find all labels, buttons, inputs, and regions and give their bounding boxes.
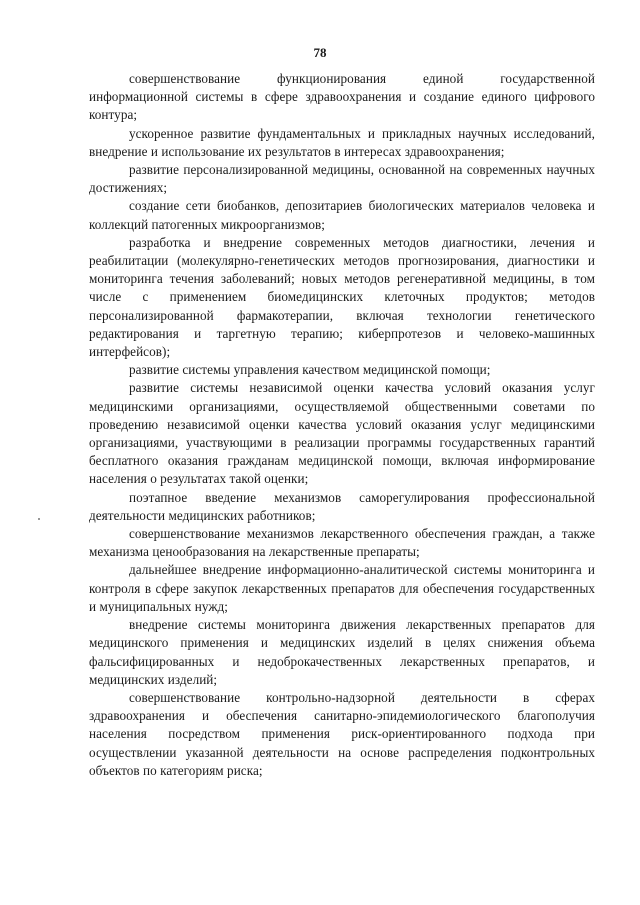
paragraph: разработка и внедрение современных методов диагностики, лечения и реабилитации (молекулярно-генетических методов прогнозирования, диагностики и мониторинга течения заболеваний; новых методов регенеративной медицины, в том числе с применением биомедицинских клеточных продуктов; методов персонализированной фармакотерапии, включая технологии генетического редактирования и таргетную терапию; киберпротезов и человеко-машинных интерфейсов); (89, 234, 595, 360)
paragraph: дальнейшее внедрение информационно-аналитической системы мониторинга и контроля в сфере закупок лекарственных препаратов для обеспечения государственных и муниципальных нужд; (89, 562, 595, 614)
paragraph: совершенствование механизмов лекарственного обеспечения граждан, а также механизма ценообразования на лекарственные препараты; (89, 526, 595, 560)
paragraph: развитие персонализированной медицины, основанной на современных научных достижениях; (89, 162, 595, 196)
paragraph: развитие системы независимой оценки качества условий оказания услуг медицинскими организациями, осуществляемой общественными советами по проведению независимой оценки качества условий оказания услуг медицинскими организациями, участвующими в реализации программы государственных гарантий бесплатного оказания гражданам медицинской помощи, включая информирование населения о результатах такой оценки; (89, 380, 595, 487)
paragraph: ускоренное развитие фундаментальных и прикладных научных исследований, внедрение и использование их результатов в интересах здравоохранения; (89, 125, 595, 159)
paragraph: совершенствование контрольно-надзорной деятельности в сферах здравоохранения и обеспечения санитарно-эпидемиологического благополучия населения посредством применения риск-ориентированного подхода при осуществлении указанной деятельности на основе распределения подконтрольных объектов по категориям риска; (89, 689, 595, 778)
page-number: 78 (313, 45, 327, 60)
scan-speck (38, 518, 40, 520)
page-body (89, 70, 595, 780)
paragraph: поэтапное введение механизмов саморегулирования профессиональной деятельности медицинских работников; (89, 489, 595, 523)
paragraph: развитие системы управления качеством медицинской помощи; (129, 362, 491, 378)
paragraph: совершенствование функционирования единой государственной информационной системы в сфере здравоохранения и создание единого цифрового контура; (89, 71, 595, 123)
paragraph: создание сети биобанков, депозитариев биологических материалов человека и коллекций патогенных микроорганизмов; (89, 198, 595, 232)
paragraph: внедрение системы мониторинга движения лекарственных препаратов для медицинского применения и медицинских изделий в целях снижения объема фальсифицированных и недоброкачественных лекарственных препаратов, и медицинских изделий; (89, 617, 595, 687)
